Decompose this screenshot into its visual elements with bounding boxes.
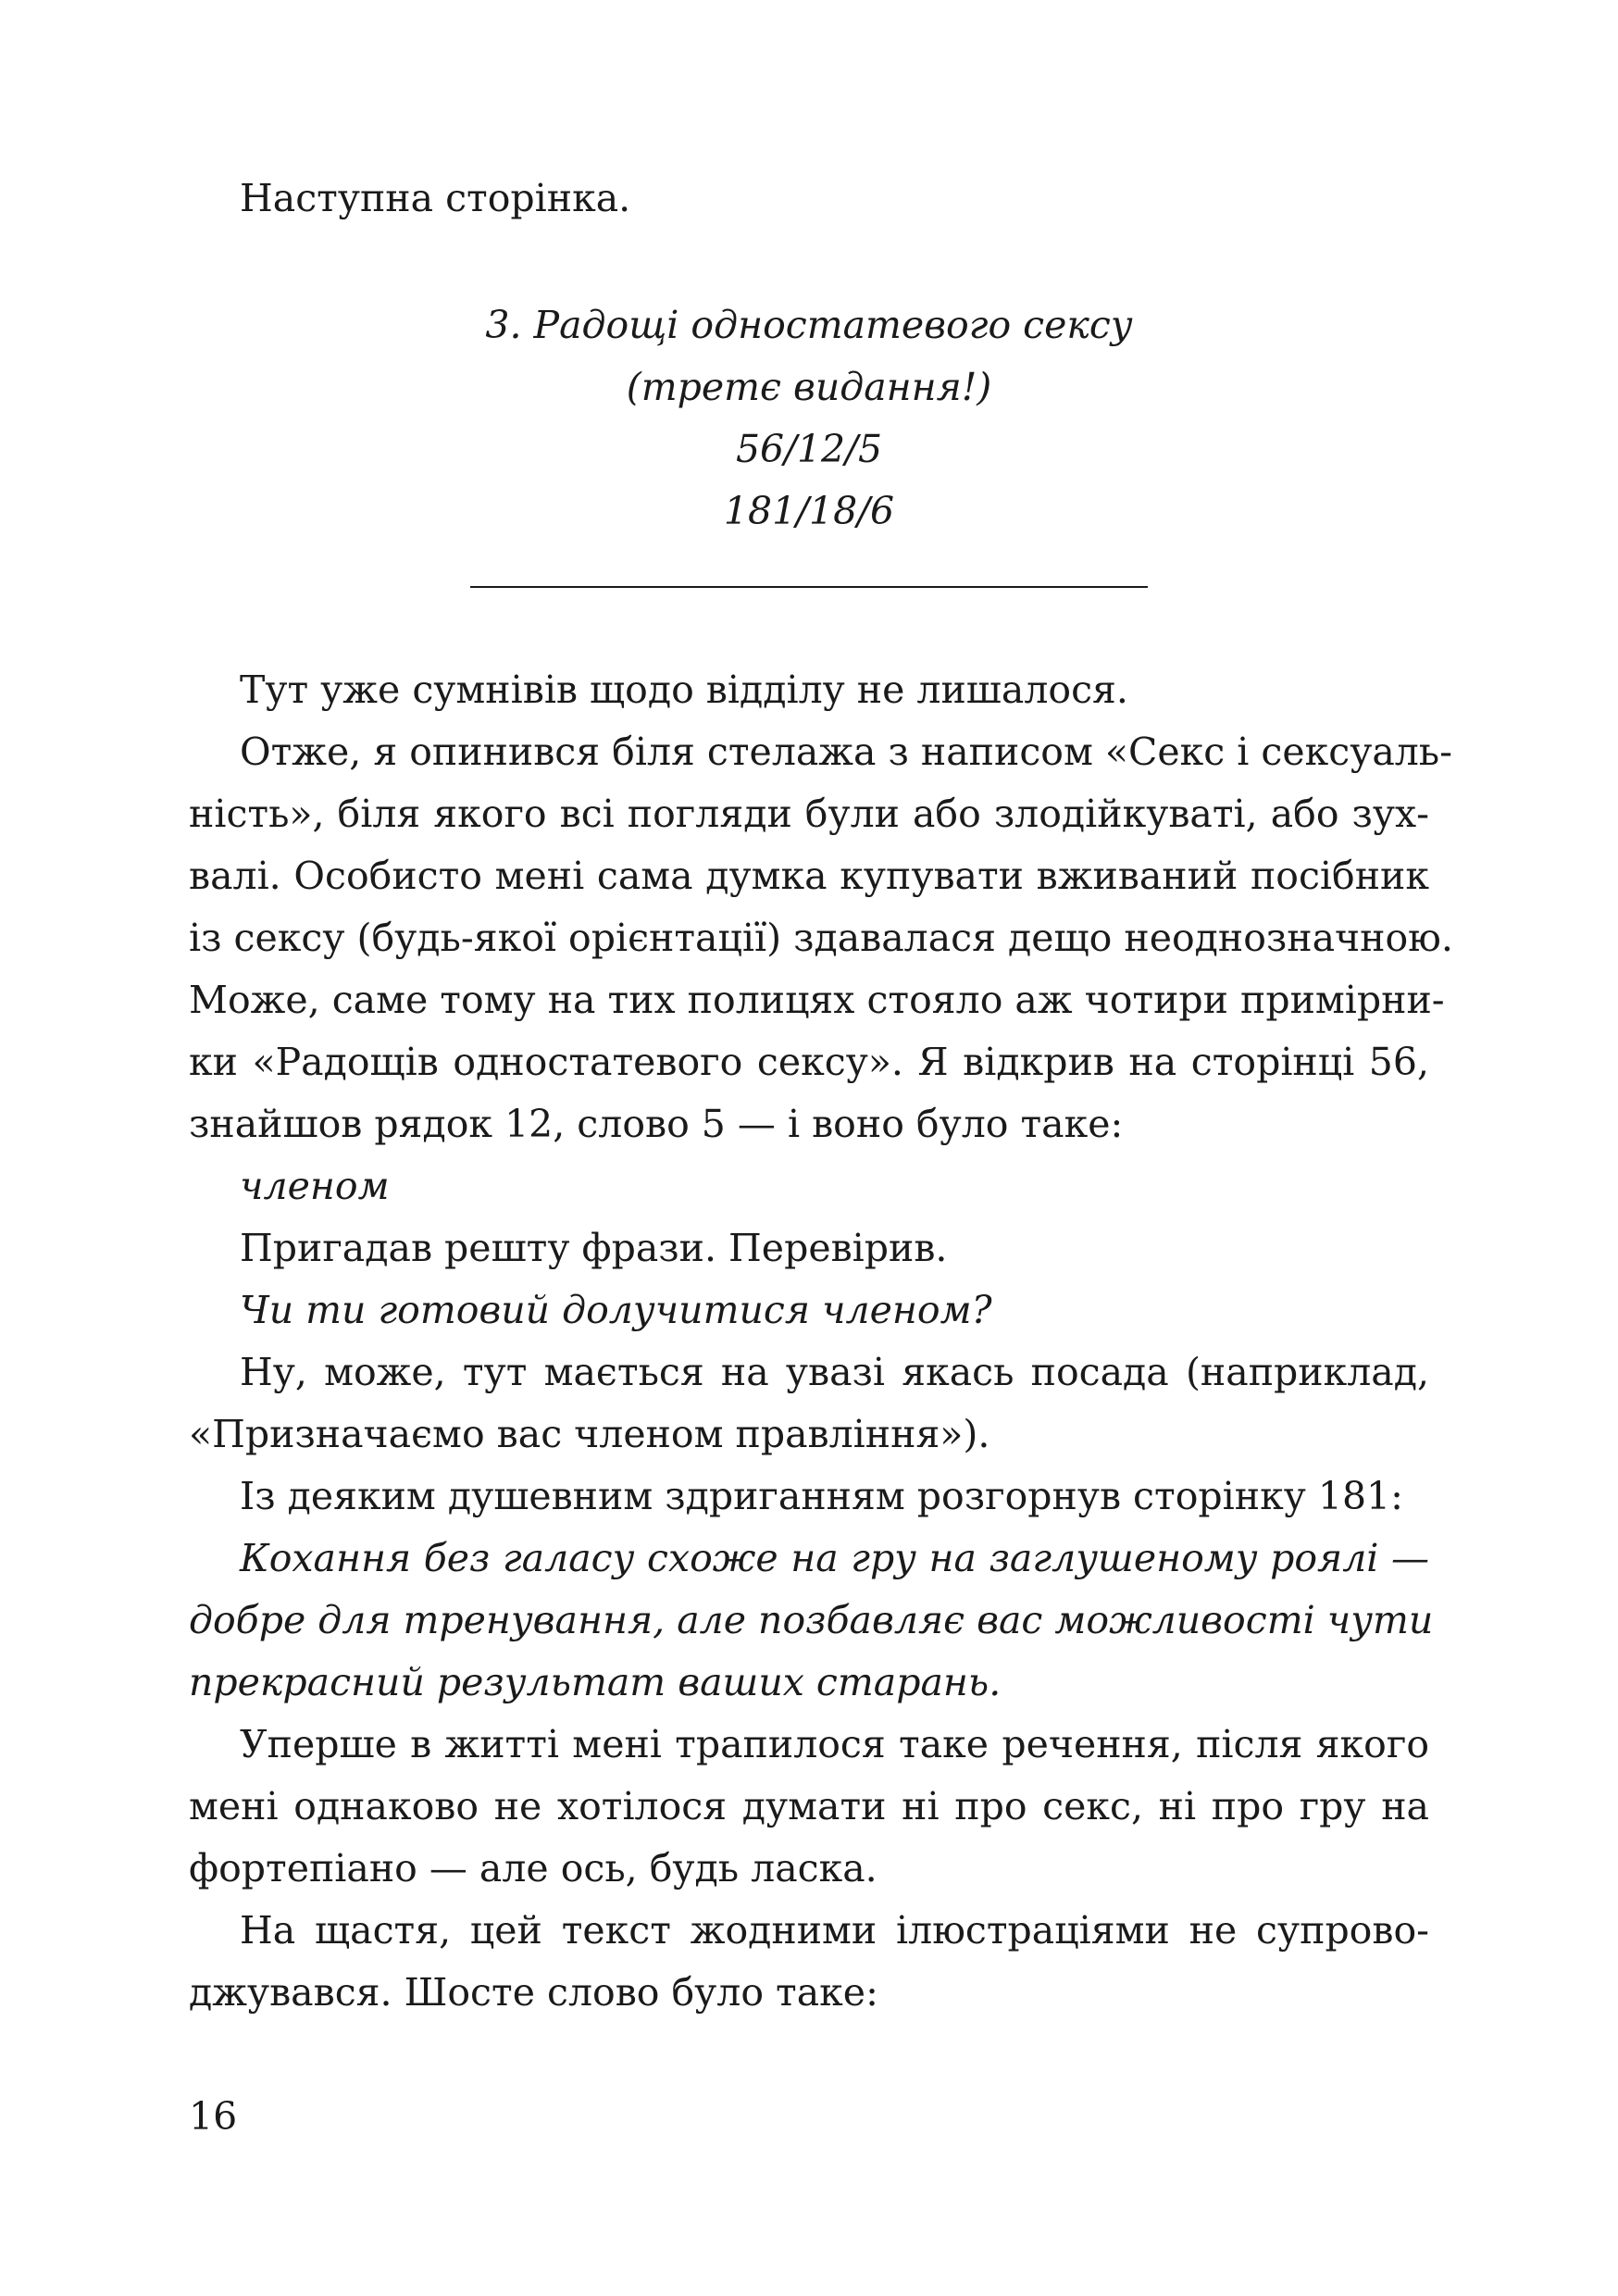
quoted-passage-line: добре для тренування, але позбавляє вас можливості чути — [189, 1598, 1434, 1642]
body-line: джувався. Шосте слово було таке: — [189, 1970, 878, 2015]
entry-ref-2: 181/18/6 — [723, 489, 895, 533]
quoted-passage-line: прекрасний результат ваших старань. — [189, 1660, 1002, 1704]
body-line: ність», біля якого всі погляди були або злодійкуваті, або зух- — [189, 792, 1429, 836]
body-line: Пригадав решту фрази. Перевірив. — [240, 1226, 948, 1270]
body-line: із сексу (будь-якої орієнтації) здавалася дещо неоднозначною. — [189, 916, 1453, 960]
intro-line: Наступна сторінка. — [240, 176, 631, 220]
page-number: 16 — [189, 2094, 238, 2139]
body-line: знайшов рядок 12, слово 5 — і воно було таке: — [189, 1102, 1124, 1146]
section-divider — [470, 586, 1148, 588]
quoted-word: членом — [240, 1164, 390, 1208]
entry-edition: (третє видання!) — [626, 365, 992, 409]
entry-ref-1: 56/12/5 — [735, 427, 883, 471]
body-line: «Призначаємо вас членом правління»). — [189, 1412, 990, 1456]
body-line: Тут уже сумнівів щодо відділу не лишалося. — [240, 668, 1128, 712]
body-line: Ну, може, тут мається на увазі якась посада (наприклад, — [240, 1350, 1429, 1394]
body-line: валі. Особисто мені сама думка купувати вживаний посібник — [189, 854, 1429, 898]
body-line: Може, саме тому на тих полицях стояло аж чотири примірни- — [189, 978, 1445, 1022]
body-line: На щастя, цей текст жодними ілюстраціями не супрово- — [240, 1908, 1429, 1953]
body-line: Уперше в житті мені трапилося таке речення, після якого — [240, 1722, 1429, 1766]
body-line: фортепіано — але ось, будь ласка. — [189, 1846, 877, 1890]
body-line: мені однаково не хотілося думати ні про секс, ні про гру на — [189, 1784, 1429, 1828]
quoted-phrase: Чи ти готовий долучитися членом? — [240, 1288, 992, 1332]
entry-title: 3. Радощі одностатевого сексу — [485, 303, 1133, 347]
quoted-passage-line: Кохання без галасу схоже на гру на заглушеному роялі — — [240, 1536, 1429, 1580]
body-line: Із деяким душевним здриганням розгорнув сторінку 181: — [240, 1474, 1403, 1518]
body-line: Отже, я опинився біля стелажа з написом «Секс і сексуаль- — [240, 730, 1452, 774]
body-line: ки «Радощів одностатевого сексу». Я відкрив на сторінці 56, — [189, 1040, 1429, 1084]
